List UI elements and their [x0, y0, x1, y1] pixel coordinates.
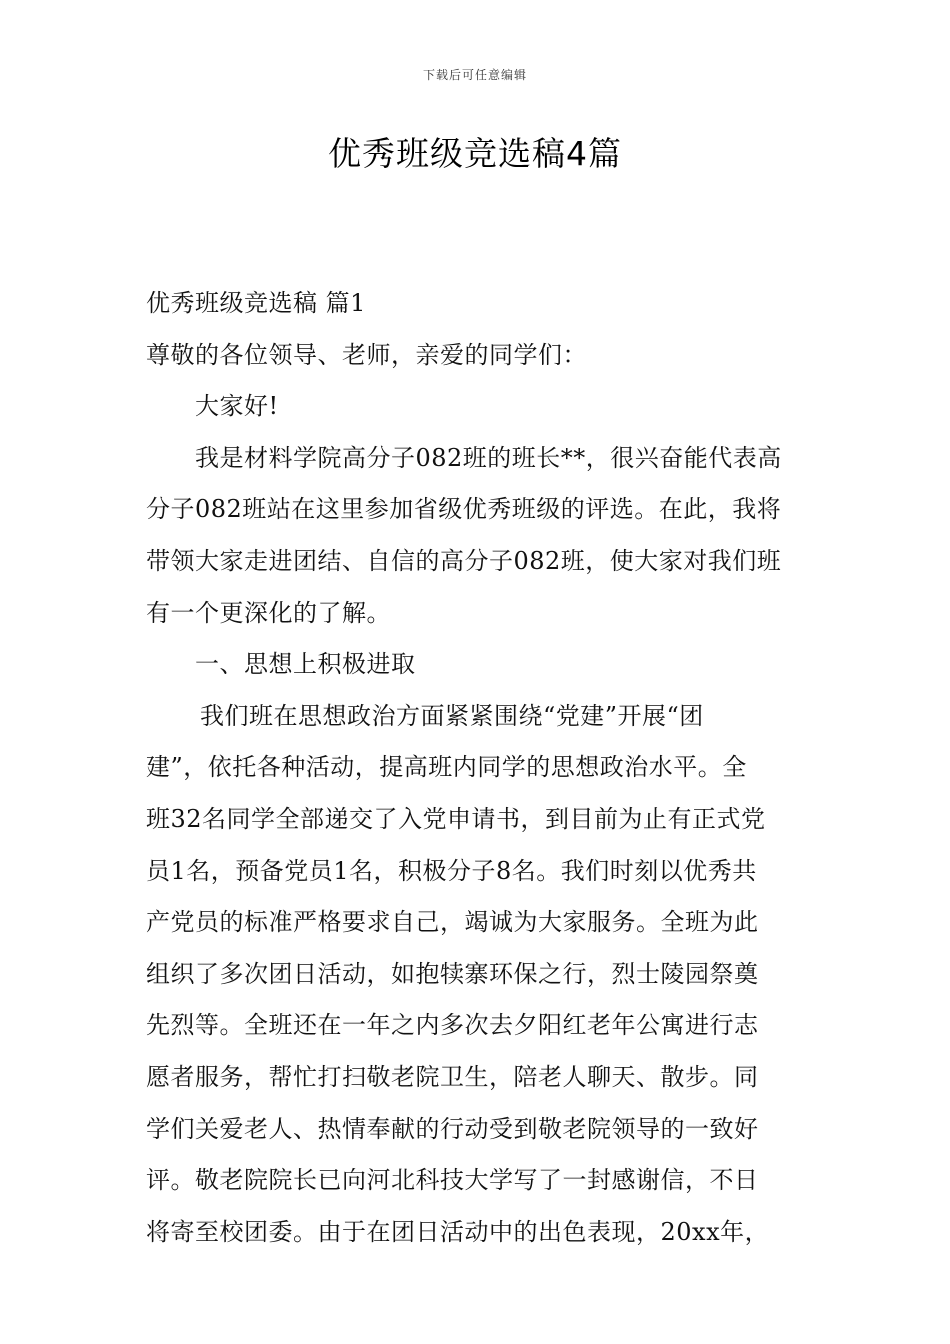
document-title: 优秀班级竞选稿4篇: [328, 134, 622, 173]
subsection-heading: 一、思想上积极进取: [195, 650, 416, 679]
body-line: 产党员的标准严格要求自己，竭诚为大家服务。全班为此: [146, 908, 759, 937]
body-line: 愿者服务，帮忙打扫敬老院卫生，陪老人聊天、散步。同: [146, 1062, 759, 1091]
body-line: 建”，依托各种活动，提高班内同学的思想政治水平。全: [146, 753, 747, 782]
body-line: 班32名同学全部递交了入党申请书，到目前为止有正式党: [146, 804, 766, 833]
body-line: 有一个更深化的了解。: [146, 598, 391, 627]
body-line: 将寄至校团委。由于在团日活动中的出色表现，20xx年，: [146, 1217, 770, 1246]
body-line: 评。敬老院院长已向河北科技大学写了一封感谢信，不日: [146, 1166, 759, 1195]
body-line: 学们关爱老人、热情奉献的行动受到敬老院领导的一致好: [146, 1114, 759, 1143]
salutation: 尊敬的各位领导、老师，亲爱的同学们：: [146, 340, 587, 369]
header-note: 下载后可任意编辑: [422, 68, 527, 82]
body-line: 带领大家走进团结、自信的高分子082班，使大家对我们班: [146, 546, 782, 575]
body-line: 组织了多次团日活动，如抱犊寨环保之行，烈士陵园祭奠: [146, 959, 759, 988]
body-line: 分子082班站在这里参加省级优秀班级的评选。在此，我将: [146, 495, 782, 524]
section-heading: 优秀班级竞选稿 篇1: [146, 289, 366, 317]
greeting: 大家好!: [195, 392, 279, 421]
body-line: 我是材料学院高分子082班的班长**，很兴奋能代表高: [195, 443, 782, 472]
body-line: 员1名，预备党员1名，积极分子8名。我们时刻以优秀共: [146, 856, 757, 885]
document-body: [146, 278, 806, 1258]
body-line: 我们班在思想政治方面紧紧围绕“党建”开展“团: [200, 701, 704, 730]
body-line: 先烈等。全班还在一年之内多次去夕阳红老年公寓进行志: [146, 1011, 759, 1040]
